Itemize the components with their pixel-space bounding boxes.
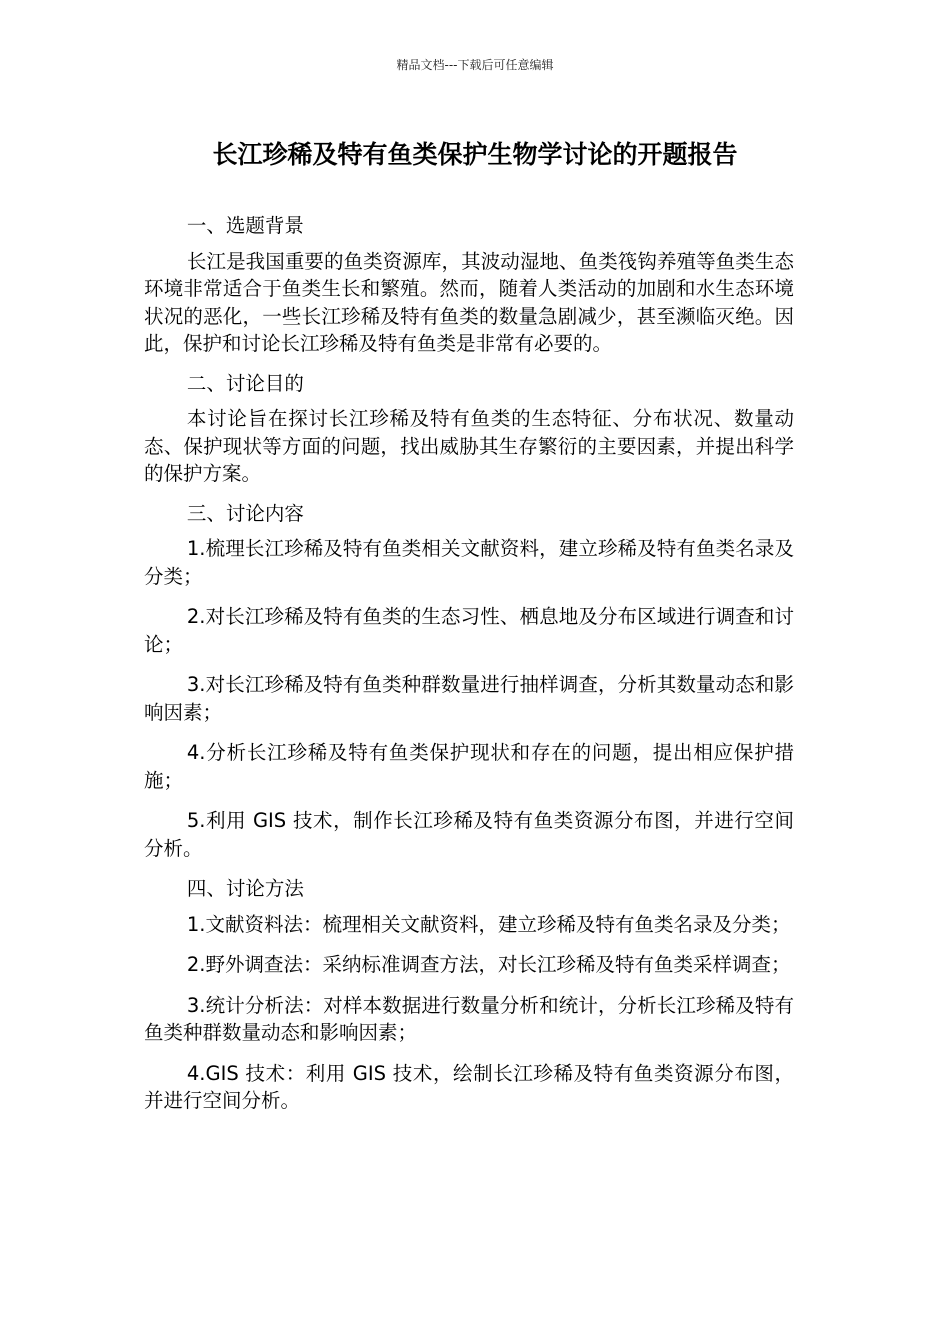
page-header-note: 精品文档---下载后可任意编辑 — [396, 58, 554, 72]
section-heading-methods: 四、讨论方法 — [186, 877, 304, 900]
method-item-4: 4.GIS 技术：利用 GIS 技术，绘制长江珍稀及特有鱼类资源分布图，并进行空间分析。 — [144, 1061, 794, 1112]
section-heading-purpose: 二、讨论目的 — [186, 371, 304, 395]
content-item-1: 1.梳理长江珍稀及特有鱼类相关文献资料，建立珍稀及特有鱼类名录及分类； — [144, 537, 794, 588]
content-item-3: 3.对长江珍稀及特有鱼类种群数量进行抽样调查，分析其数量动态和影响因素； — [144, 673, 794, 724]
purpose-paragraph: 本讨论旨在探讨长江珍稀及特有鱼类的生态特征、分布状况、数量动态、保护现状等方面的问题，找出威胁其生存繁衍的主要因素，并提出科学的保护方案。 — [144, 407, 794, 485]
content-item-2: 2.对长江珍稀及特有鱼类的生态习性、栖息地及分布区域进行调查和讨论； — [144, 605, 794, 656]
background-paragraph: 长江是我国重要的鱼类资源库，其波动湿地、鱼类筏钩养殖等鱼类生态环境非常适合于鱼类生长和繁殖。然而，随着人类活动的加剧和水生态环境状况的恶化，一些长江珍稀及特有鱼类的数量急剧减少，甚至濒临灭绝。因此，保护和讨论长江珍稀及特有鱼类是非常有必要的。 — [144, 249, 794, 355]
content-item-4: 4.分析长江珍稀及特有鱼类保护现状和存在的问题，提出相应保护措施； — [144, 741, 794, 792]
document-body — [144, 212, 794, 1128]
content-item-5: 5.利用 GIS 技术，制作长江珍稀及特有鱼类资源分布图，并进行空间分析。 — [144, 809, 794, 860]
method-item-1: 1.文献资料法：梳理相关文献资料，建立珍稀及特有鱼类名录及分类； — [186, 912, 791, 936]
document-title: 长江珍稀及特有鱼类保护生物学讨论的开题报告 — [212, 140, 738, 169]
method-item-3: 3.统计分析法：对样本数据进行数量分析和统计，分析长江珍稀及特有鱼类种群数量动态和影响因素； — [144, 993, 794, 1044]
section-heading-background: 一、选题背景 — [186, 214, 304, 237]
method-item-2: 2.野外调查法：采纳标准调查方法，对长江珍稀及特有鱼类采样调查； — [186, 953, 791, 976]
section-heading-content: 三、讨论内容 — [186, 501, 304, 525]
